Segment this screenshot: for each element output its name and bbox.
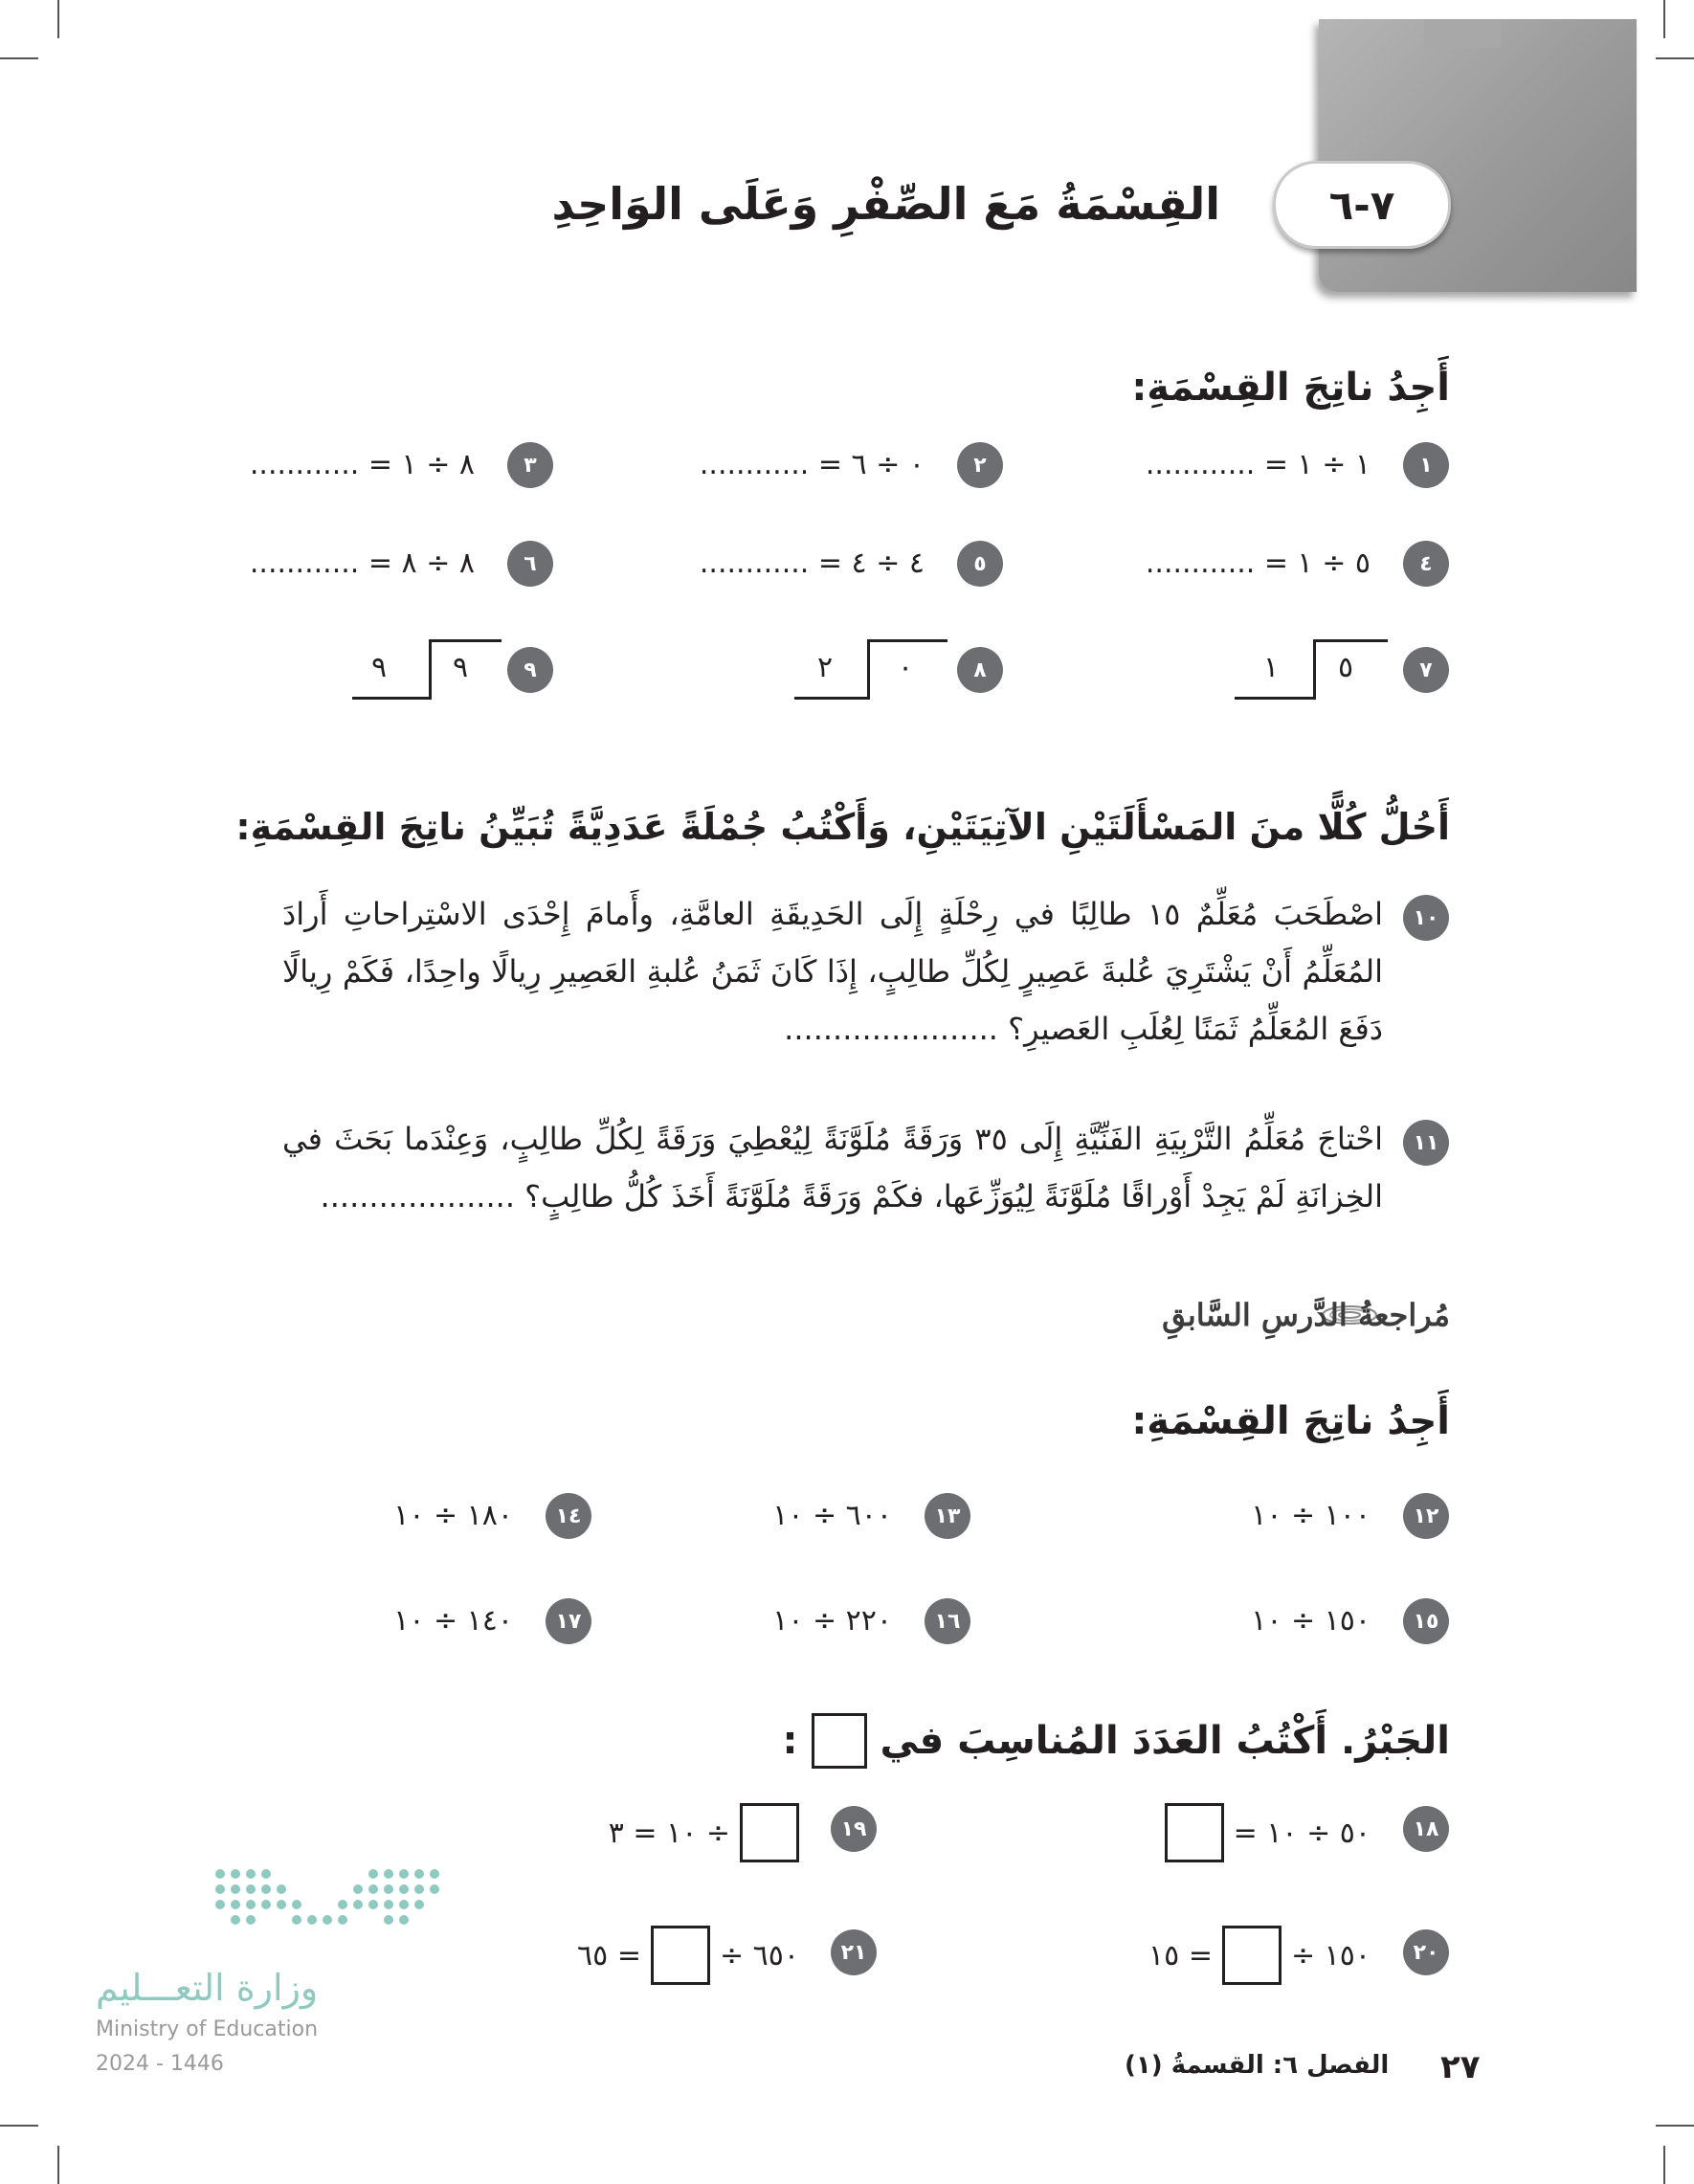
chapter-footer: الفصل ٦: القسمةُ (١) xyxy=(1125,2051,1390,2080)
algebra-heading-row xyxy=(783,1713,1451,1769)
crop-mark xyxy=(1663,2146,1665,2184)
lesson-title: القِسْمَةُ مَعَ الصِّفْرِ وَعَلَى الوَاحِدِ xyxy=(551,178,1220,230)
item-number-badge: ١٧ xyxy=(546,1598,591,1644)
header-tab-strip xyxy=(1424,19,1501,48)
division-exercise: ٥ ÷ ١ = ............ xyxy=(1145,546,1371,580)
word-problem-11: احْتاجَ مُعَلِّمُ التَّرْبِيَةِ الفَنِّيَّةِ إِلَى ٣٥ وَرَقَةً مُلَوَّنَةً لِيُعْطِيَ وَرَقَةً لِكُلِّ طالِبٍ، وَعِنْدَما بَحَثَ في الخِزانَةِ لَمْ يَجِدْ أَوْراقًا مُلَوَّنَةً لِيُوَزِّعَها، فكَمْ وَرَقَةً مُلَوَّنَةً أَخَذَ كُلُّ طالِبٍ؟ .................... xyxy=(282,1121,1384,1215)
ministry-year: 2024 - 1446 xyxy=(96,2052,224,2076)
item-number-badge: ٣ xyxy=(507,442,553,488)
divisor-underline xyxy=(352,697,432,700)
item-number-badge: ١ xyxy=(1403,442,1449,488)
division-bracket xyxy=(1313,639,1316,699)
answer-box[interactable] xyxy=(740,1803,799,1862)
item-number-badge: ١٠ xyxy=(1403,895,1449,941)
item-number-badge: ١١ xyxy=(1403,1120,1449,1166)
item-number-badge: ١٥ xyxy=(1403,1598,1449,1644)
algebra-expr-left: ٥٠ ÷ ١٠ = xyxy=(1233,1816,1371,1850)
division-exercise: ١ ÷ ١ = ............ xyxy=(1145,448,1371,481)
review-exercise: ١٨٠ ÷ ١٠ xyxy=(393,1499,513,1532)
lesson-header-box xyxy=(1319,19,1637,292)
division-exercise: ٨ ÷ ١ = ............ xyxy=(249,448,475,481)
long-division-dividend: ٠ xyxy=(898,651,914,684)
division-exercise: ٨ ÷ ٨ = ............ xyxy=(249,546,475,580)
word-problem-10: اصْطَحَبَ مُعَلِّمٌ ١٥ طالِبًا في رِحْلَةٍ إِلَى الحَدِيقَةِ العامَّةِ، وأَمامَ إِحْدَى الاسْتِراحاتِ أَرادَ المُعَلِّمُ أَنْ يَشْتَرِيَ عُلبةَ عَصِيرٍ لِكُلِّ طالِبٍ، إِذَا كَانَ ثَمَنُ عُلبةِ العَصِيرِ رِيالًا واحِدًا، فَكَمْ رِيالًا دَفَعَ المُعَلِّمُ ثَمَنًا لِعُلَبِ العَصيرِ؟ ...................... xyxy=(282,896,1384,1047)
algebra-expr-right: ÷ ١٠ = ٣ xyxy=(608,1816,730,1850)
item-number-badge: ١٦ xyxy=(925,1598,970,1644)
algebra-exercise-21 xyxy=(577,1926,799,1985)
algebra-exercise-18 xyxy=(1165,1803,1371,1862)
divisor-underline xyxy=(794,697,870,700)
crop-mark xyxy=(1656,57,1694,59)
review-exercise: ١٥٠ ÷ ١٠ xyxy=(1251,1604,1371,1638)
algebra-expr-left: ١٥٠ ÷ xyxy=(1290,1938,1371,1972)
algebra-expr-right: = ٦٥ xyxy=(577,1938,641,1972)
item-number-badge: ١٨ xyxy=(1403,1806,1449,1852)
review-title: مُراجعةُ الدَّرسِ السَّابقِ xyxy=(1162,1297,1450,1333)
crop-mark xyxy=(57,0,59,38)
ministry-name-arabic: وزارة التعـــليم xyxy=(96,1967,319,2009)
section1-heading: أَجِدُ ناتِجَ القِسْمَةِ: xyxy=(1131,366,1450,410)
crop-mark xyxy=(57,2146,59,2184)
item-number-badge: ٥ xyxy=(957,541,1003,587)
item-number-badge: ٩ xyxy=(507,647,553,693)
division-bracket xyxy=(429,639,432,699)
long-division-dividend: ٥ xyxy=(1338,651,1354,684)
long-division-7 xyxy=(1235,632,1388,699)
crop-mark xyxy=(1663,0,1665,38)
long-division-9 xyxy=(352,632,502,699)
review-exercise: ٢٢٠ ÷ ١٠ xyxy=(772,1604,892,1638)
item-number-badge: ٧ xyxy=(1403,647,1449,693)
division-exercise: ٤ ÷ ٤ = ............ xyxy=(699,546,925,580)
long-division-divisor: ٢ xyxy=(817,651,834,684)
algebra-heading: الجَبْرُ. أَكْتُبُ العَدَدَ المُناسِبَ في xyxy=(880,1719,1450,1763)
item-number-badge: ٢١ xyxy=(831,1929,877,1975)
item-number-badge: ٨ xyxy=(957,647,1003,693)
crop-mark xyxy=(0,57,38,59)
answer-box[interactable] xyxy=(651,1926,710,1985)
answer-box[interactable] xyxy=(1165,1803,1224,1862)
review-exercise: ١٠٠ ÷ ١٠ xyxy=(1251,1499,1371,1532)
algebra-expr-left: ٦٥٠ ÷ xyxy=(719,1938,799,1972)
item-number-badge: ٢ xyxy=(957,442,1003,488)
division-bar xyxy=(1313,639,1388,642)
item-number-badge: ١٤ xyxy=(546,1493,591,1539)
ministry-logo-icon xyxy=(201,1866,450,1933)
item-number-badge: ١٢ xyxy=(1403,1493,1449,1539)
section2-heading: أَحُلُّ كُلًّا منَ المَسْأَلَتَيْنِ الآتِيَتَيْنِ، وَأَكْتُبُ جُمْلَةً عَدَدِيَّةً تُبَيِّنُ ناتِجَ القِسْمَةِ: xyxy=(235,806,1450,848)
answer-box[interactable] xyxy=(1222,1926,1282,1985)
algebra-expr-right: = ١٥ xyxy=(1148,1938,1213,1972)
item-number-badge: ٦ xyxy=(507,541,553,587)
ministry-name-english: Ministry of Education xyxy=(96,2017,319,2041)
crop-mark xyxy=(1656,2125,1694,2127)
review-exercise: ٦٠٠ ÷ ١٠ xyxy=(772,1499,892,1532)
division-bar xyxy=(429,639,502,642)
long-division-8 xyxy=(794,632,947,699)
item-number-badge: ١٣ xyxy=(925,1493,970,1539)
review-heading: أَجِدُ ناتِجَ القِسْمَةِ: xyxy=(1131,1399,1450,1443)
divisor-underline xyxy=(1235,697,1316,700)
review-exercise: ١٤٠ ÷ ١٠ xyxy=(393,1604,513,1638)
algebra-exercise-20 xyxy=(1148,1926,1371,1985)
lesson-number-badge xyxy=(1273,161,1451,249)
division-bracket xyxy=(867,639,870,699)
division-exercise: ٠ ÷ ٦ = ............ xyxy=(699,448,925,481)
division-bar xyxy=(867,639,947,642)
long-division-divisor: ٩ xyxy=(371,651,388,684)
lesson-number: ٧-٦ xyxy=(1328,181,1395,229)
algebra-exercise-19 xyxy=(609,1803,799,1862)
item-number-badge: ٤ xyxy=(1403,541,1449,587)
page-number: ٢٧ xyxy=(1440,2048,1481,2086)
long-division-dividend: ٩ xyxy=(453,651,469,684)
item-number-badge: ٢٠ xyxy=(1403,1929,1449,1975)
heading-answer-box xyxy=(812,1713,867,1769)
long-division-divisor: ١ xyxy=(1263,651,1280,684)
item-number-badge: ١٩ xyxy=(831,1806,877,1852)
crop-mark xyxy=(0,2125,38,2127)
algebra-heading-colon: : xyxy=(782,1719,798,1763)
